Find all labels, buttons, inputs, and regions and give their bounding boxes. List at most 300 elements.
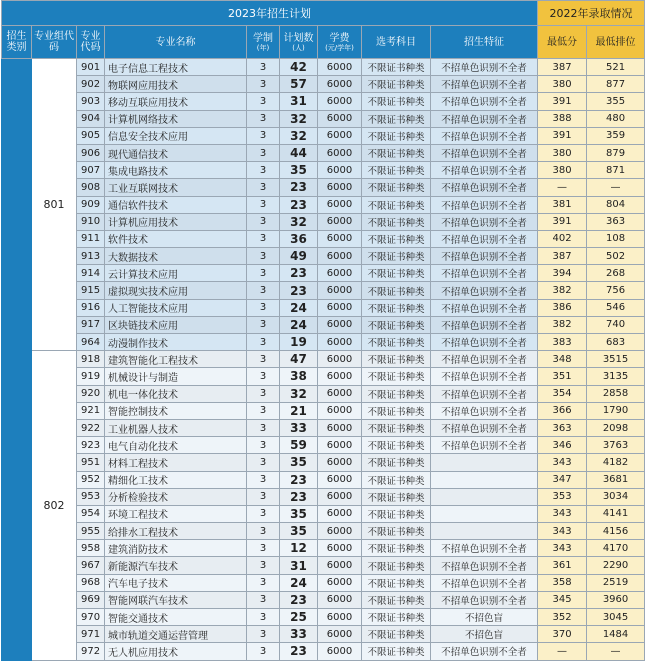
plan-count: 32 — [280, 127, 318, 144]
min-score: 345 — [538, 591, 587, 608]
subjects — [362, 213, 431, 230]
min-score: 352 — [538, 609, 587, 626]
duration: 3 — [247, 454, 280, 471]
min-rank: 268 — [587, 265, 645, 282]
major-name: 智能网联汽车技术 — [105, 591, 247, 608]
min-rank: 4141 — [587, 505, 645, 522]
header-row-top — [2, 1, 645, 26]
duration: 3 — [247, 540, 280, 557]
col-min-rank: 最低排位 — [587, 26, 645, 59]
subject-cert: 证书种类 — [386, 217, 425, 229]
subjects — [362, 196, 431, 213]
duration: 3 — [247, 574, 280, 591]
min-rank: 2858 — [587, 385, 645, 402]
major-name: 软件技术 — [105, 230, 247, 247]
major-code: 914 — [77, 265, 105, 282]
tuition: 6000 — [318, 162, 362, 179]
tuition: 6000 — [318, 505, 362, 522]
duration: 3 — [247, 368, 280, 385]
plan-count: 57 — [280, 76, 318, 93]
table-row — [2, 179, 645, 196]
min-score: 366 — [538, 402, 587, 419]
min-rank: 3135 — [587, 368, 645, 385]
table-row — [2, 144, 645, 161]
category-cell — [2, 59, 32, 661]
duration: 3 — [247, 351, 280, 368]
table-row — [2, 419, 645, 436]
subjects — [362, 299, 431, 316]
major-name: 机械设计与制造 — [105, 368, 247, 385]
tuition: 6000 — [318, 282, 362, 299]
duration: 3 — [247, 265, 280, 282]
subject-limit: 不限 — [367, 492, 387, 504]
tuition: 6000 — [318, 248, 362, 265]
min-score: 402 — [538, 230, 587, 247]
major-name: 给排水工程技术 — [105, 523, 247, 540]
subjects — [362, 523, 431, 540]
major-name: 虚拟现实技术应用 — [105, 282, 247, 299]
min-rank: — — [587, 179, 645, 196]
min-rank: 108 — [587, 230, 645, 247]
table-row — [2, 523, 645, 540]
feature: 不招单色识别不全者 — [431, 643, 538, 660]
table-row — [2, 540, 645, 557]
feature: 不招单色识别不全者 — [431, 437, 538, 454]
subject-cert: 证书种类 — [386, 630, 425, 642]
major-name: 通信软件技术 — [105, 196, 247, 213]
table-row — [2, 626, 645, 643]
tuition: 6000 — [318, 213, 362, 230]
tuition: 6000 — [318, 110, 362, 127]
plan-count: 35 — [280, 505, 318, 522]
feature: 不招单色识别不全者 — [431, 93, 538, 110]
tuition: 6000 — [318, 265, 362, 282]
tuition: 6000 — [318, 471, 362, 488]
duration: 3 — [247, 316, 280, 333]
subject-cert: 证书种类 — [386, 561, 425, 573]
major-code: 923 — [77, 437, 105, 454]
min-score: 383 — [538, 334, 587, 351]
subject-limit: 不限 — [367, 114, 387, 126]
subject-limit: 不限 — [367, 613, 387, 625]
min-score: 358 — [538, 574, 587, 591]
duration: 3 — [247, 299, 280, 316]
feature — [431, 523, 538, 540]
tuition: 6000 — [318, 626, 362, 643]
plan-count: 23 — [280, 488, 318, 505]
min-score: 343 — [538, 505, 587, 522]
subject-cert: 证书种类 — [386, 441, 425, 453]
duration: 3 — [247, 213, 280, 230]
feature: 不招单色识别不全者 — [431, 282, 538, 299]
major-name: 建筑消防技术 — [105, 540, 247, 557]
feature: 不招色盲 — [431, 626, 538, 643]
feature: 不招单色识别不全者 — [431, 76, 538, 93]
plan-count: 12 — [280, 540, 318, 557]
subject-cert: 证书种类 — [386, 509, 425, 521]
major-name: 移动互联应用技术 — [105, 93, 247, 110]
subjects — [362, 419, 431, 436]
min-score: 353 — [538, 488, 587, 505]
subject-limit: 不限 — [367, 200, 387, 212]
major-code: 915 — [77, 282, 105, 299]
min-score: 386 — [538, 299, 587, 316]
duration: 3 — [247, 557, 280, 574]
subject-cert: 证书种类 — [386, 475, 425, 487]
table-body — [2, 59, 645, 661]
feature — [431, 488, 538, 505]
col-major-name: 专业名称 — [105, 26, 247, 59]
plan-count: 23 — [280, 471, 318, 488]
table-row — [2, 230, 645, 247]
major-name: 环境工程技术 — [105, 505, 247, 522]
min-score: 394 — [538, 265, 587, 282]
duration: 3 — [247, 230, 280, 247]
plan-count: 32 — [280, 110, 318, 127]
tuition: 6000 — [318, 419, 362, 436]
tuition: 6000 — [318, 59, 362, 76]
table-row — [2, 505, 645, 522]
major-name: 汽车电子技术 — [105, 574, 247, 591]
subject-cert: 证书种类 — [386, 372, 425, 384]
subject-cert: 证书种类 — [386, 527, 425, 539]
min-rank: 502 — [587, 248, 645, 265]
plan-count: 49 — [280, 248, 318, 265]
subject-cert: 证书种类 — [386, 80, 425, 92]
feature: 不招单色识别不全者 — [431, 248, 538, 265]
subjects — [362, 282, 431, 299]
feature: 不招单色识别不全者 — [431, 144, 538, 161]
subject-cert: 证书种类 — [386, 647, 425, 659]
major-name: 机电一体化技术 — [105, 385, 247, 402]
plan-count: 32 — [280, 213, 318, 230]
major-code: 951 — [77, 454, 105, 471]
subjects — [362, 437, 431, 454]
min-rank: 756 — [587, 282, 645, 299]
feature: 不招单色识别不全者 — [431, 419, 538, 436]
table-row — [2, 402, 645, 419]
subjects — [362, 162, 431, 179]
subject-cert: 证书种类 — [386, 544, 425, 556]
major-code: 964 — [77, 334, 105, 351]
duration: 3 — [247, 179, 280, 196]
table-row — [2, 93, 645, 110]
subject-limit: 不限 — [367, 475, 387, 487]
min-score: 380 — [538, 76, 587, 93]
duration: 3 — [247, 591, 280, 608]
min-score: 382 — [538, 316, 587, 333]
plan-count: 24 — [280, 574, 318, 591]
major-name: 电子信息工程技术 — [105, 59, 247, 76]
min-rank: 2519 — [587, 574, 645, 591]
subject-cert: 证书种类 — [386, 114, 425, 126]
feature: 不招单色识别不全者 — [431, 179, 538, 196]
table-row — [2, 196, 645, 213]
min-rank: 359 — [587, 127, 645, 144]
tuition: 6000 — [318, 488, 362, 505]
min-score: 381 — [538, 196, 587, 213]
major-code: 970 — [77, 609, 105, 626]
subject-cert: 证书种类 — [386, 458, 425, 470]
subject-cert: 证书种类 — [386, 166, 425, 178]
table-row — [2, 334, 645, 351]
plan-count: 33 — [280, 626, 318, 643]
subjects — [362, 144, 431, 161]
plan-count: 35 — [280, 454, 318, 471]
tuition: 6000 — [318, 93, 362, 110]
plan-count: 19 — [280, 334, 318, 351]
table-row — [2, 59, 645, 76]
plan-title: 2023年招生计划 — [2, 1, 538, 26]
min-score: 387 — [538, 59, 587, 76]
major-name: 物联网应用技术 — [105, 76, 247, 93]
admission-table — [1, 0, 645, 661]
plan-count: 23 — [280, 265, 318, 282]
major-code: 902 — [77, 76, 105, 93]
prev-year-title: 2022年录取情况 — [538, 1, 645, 26]
subject-limit: 不限 — [367, 424, 387, 436]
major-code: 955 — [77, 523, 105, 540]
subjects — [362, 505, 431, 522]
subjects — [362, 59, 431, 76]
major-name: 信息安全技术应用 — [105, 127, 247, 144]
major-code: 909 — [77, 196, 105, 213]
plan-count: 36 — [280, 230, 318, 247]
major-code: 901 — [77, 59, 105, 76]
table-row — [2, 162, 645, 179]
feature: 不招单色识别不全者 — [431, 385, 538, 402]
col-min-score: 最低分 — [538, 26, 587, 59]
plan-count: 44 — [280, 144, 318, 161]
major-code: 903 — [77, 93, 105, 110]
min-score: 380 — [538, 144, 587, 161]
min-score: — — [538, 179, 587, 196]
subject-cert: 证书种类 — [386, 234, 425, 246]
min-rank: 3045 — [587, 609, 645, 626]
duration: 3 — [247, 523, 280, 540]
subject-cert: 证书种类 — [386, 389, 425, 401]
feature: 不招色盲 — [431, 609, 538, 626]
table-row — [2, 385, 645, 402]
subject-cert: 证书种类 — [386, 406, 425, 418]
plan-count: 24 — [280, 316, 318, 333]
plan-count: 31 — [280, 93, 318, 110]
table-row — [2, 299, 645, 316]
feature: 不招单色识别不全者 — [431, 402, 538, 419]
subject-cert: 证书种类 — [386, 424, 425, 436]
min-rank: 2290 — [587, 557, 645, 574]
min-rank: 3960 — [587, 591, 645, 608]
tuition: 6000 — [318, 454, 362, 471]
subject-cert: 证书种类 — [386, 97, 425, 109]
subject-cert: 证书种类 — [386, 355, 425, 367]
min-score: 343 — [538, 454, 587, 471]
table-row — [2, 282, 645, 299]
duration: 3 — [247, 110, 280, 127]
min-score: 391 — [538, 127, 587, 144]
major-name: 现代通信技术 — [105, 144, 247, 161]
min-rank: 4170 — [587, 540, 645, 557]
plan-count: 23 — [280, 591, 318, 608]
min-rank: 4182 — [587, 454, 645, 471]
min-score: 348 — [538, 351, 587, 368]
tuition: 6000 — [318, 351, 362, 368]
plan-count: 23 — [280, 196, 318, 213]
subjects — [362, 334, 431, 351]
min-score: 347 — [538, 471, 587, 488]
major-name: 材料工程技术 — [105, 454, 247, 471]
min-rank: 3515 — [587, 351, 645, 368]
subject-limit: 不限 — [367, 509, 387, 521]
duration: 3 — [247, 609, 280, 626]
min-score: 343 — [538, 523, 587, 540]
table-row — [2, 609, 645, 626]
col-plan-count: 计划数 (人) — [280, 26, 318, 59]
major-code: 908 — [77, 179, 105, 196]
tuition: 6000 — [318, 334, 362, 351]
subjects — [362, 402, 431, 419]
subject-cert: 证书种类 — [386, 578, 425, 590]
col-category: 招生类别 — [2, 26, 32, 59]
duration: 3 — [247, 127, 280, 144]
subject-cert: 证书种类 — [386, 492, 425, 504]
tuition: 6000 — [318, 437, 362, 454]
major-code: 910 — [77, 213, 105, 230]
major-name: 计算机应用技术 — [105, 213, 247, 230]
tuition: 6000 — [318, 609, 362, 626]
header-row-columns — [2, 26, 645, 59]
major-code: 918 — [77, 351, 105, 368]
table-row — [2, 213, 645, 230]
subject-limit: 不限 — [367, 441, 387, 453]
subjects — [362, 110, 431, 127]
major-code: 905 — [77, 127, 105, 144]
plan-count: 23 — [280, 643, 318, 660]
min-rank: 4156 — [587, 523, 645, 540]
major-name: 工业机器人技术 — [105, 419, 247, 436]
tuition: 6000 — [318, 299, 362, 316]
min-score: 391 — [538, 213, 587, 230]
plan-count: 47 — [280, 351, 318, 368]
major-name: 动漫制作技术 — [105, 334, 247, 351]
tuition: 6000 — [318, 368, 362, 385]
feature: 不招单色识别不全者 — [431, 265, 538, 282]
major-code: 911 — [77, 230, 105, 247]
major-name: 建筑智能化工程技术 — [105, 351, 247, 368]
major-name: 智能控制技术 — [105, 402, 247, 419]
subject-limit: 不限 — [367, 372, 387, 384]
major-code: 968 — [77, 574, 105, 591]
subject-cert: 证书种类 — [386, 269, 425, 281]
subject-limit: 不限 — [367, 166, 387, 178]
feature: 不招单色识别不全者 — [431, 574, 538, 591]
subjects — [362, 76, 431, 93]
major-code: 920 — [77, 385, 105, 402]
subject-limit: 不限 — [367, 320, 387, 332]
duration: 3 — [247, 162, 280, 179]
table-row — [2, 316, 645, 333]
subjects — [362, 574, 431, 591]
subjects — [362, 316, 431, 333]
major-code: 913 — [77, 248, 105, 265]
subject-limit: 不限 — [367, 80, 387, 92]
tuition: 6000 — [318, 179, 362, 196]
tuition: 6000 — [318, 127, 362, 144]
table-row — [2, 127, 645, 144]
feature: 不招单色识别不全者 — [431, 110, 538, 127]
subjects — [362, 265, 431, 282]
plan-count: 38 — [280, 368, 318, 385]
tuition: 6000 — [318, 540, 362, 557]
tuition: 6000 — [318, 316, 362, 333]
table-row — [2, 248, 645, 265]
subject-cert: 证书种类 — [386, 338, 425, 350]
duration: 3 — [247, 385, 280, 402]
table-row — [2, 76, 645, 93]
duration: 3 — [247, 248, 280, 265]
duration: 3 — [247, 505, 280, 522]
col-group-code: 专业组代码 — [32, 26, 77, 59]
duration: 3 — [247, 76, 280, 93]
subject-limit: 不限 — [367, 630, 387, 642]
plan-count: 32 — [280, 385, 318, 402]
col-features: 招生特征 — [431, 26, 538, 59]
major-code: 917 — [77, 316, 105, 333]
subjects — [362, 230, 431, 247]
plan-count: 21 — [280, 402, 318, 419]
col-major-code: 专业代码 — [77, 26, 105, 59]
major-code: 953 — [77, 488, 105, 505]
min-score: 354 — [538, 385, 587, 402]
tuition: 6000 — [318, 402, 362, 419]
min-rank: 871 — [587, 162, 645, 179]
plan-count: 35 — [280, 523, 318, 540]
subject-cert: 证书种类 — [386, 303, 425, 315]
min-score: 346 — [538, 437, 587, 454]
table-row — [2, 454, 645, 471]
subject-cert: 证书种类 — [386, 286, 425, 298]
subjects — [362, 626, 431, 643]
feature: 不招单色识别不全者 — [431, 230, 538, 247]
duration: 3 — [247, 93, 280, 110]
tuition: 6000 — [318, 230, 362, 247]
duration: 3 — [247, 282, 280, 299]
feature: 不招单色识别不全者 — [431, 127, 538, 144]
duration: 3 — [247, 471, 280, 488]
subject-limit: 不限 — [367, 578, 387, 590]
min-score: 363 — [538, 419, 587, 436]
min-score: 361 — [538, 557, 587, 574]
feature: 不招单色识别不全者 — [431, 351, 538, 368]
major-name: 城市轨道交通运营管理 — [105, 626, 247, 643]
subjects — [362, 248, 431, 265]
subjects — [362, 609, 431, 626]
subject-cert: 证书种类 — [386, 320, 425, 332]
plan-count: 42 — [280, 59, 318, 76]
subject-limit: 不限 — [367, 149, 387, 161]
subjects — [362, 368, 431, 385]
major-code: 907 — [77, 162, 105, 179]
subject-limit: 不限 — [367, 252, 387, 264]
duration: 3 — [247, 144, 280, 161]
min-score: — — [538, 643, 587, 660]
subject-limit: 不限 — [367, 63, 387, 75]
subject-limit: 不限 — [367, 131, 387, 143]
duration: 3 — [247, 643, 280, 660]
subject-cert: 证书种类 — [386, 149, 425, 161]
feature: 不招单色识别不全者 — [431, 162, 538, 179]
subjects — [362, 351, 431, 368]
